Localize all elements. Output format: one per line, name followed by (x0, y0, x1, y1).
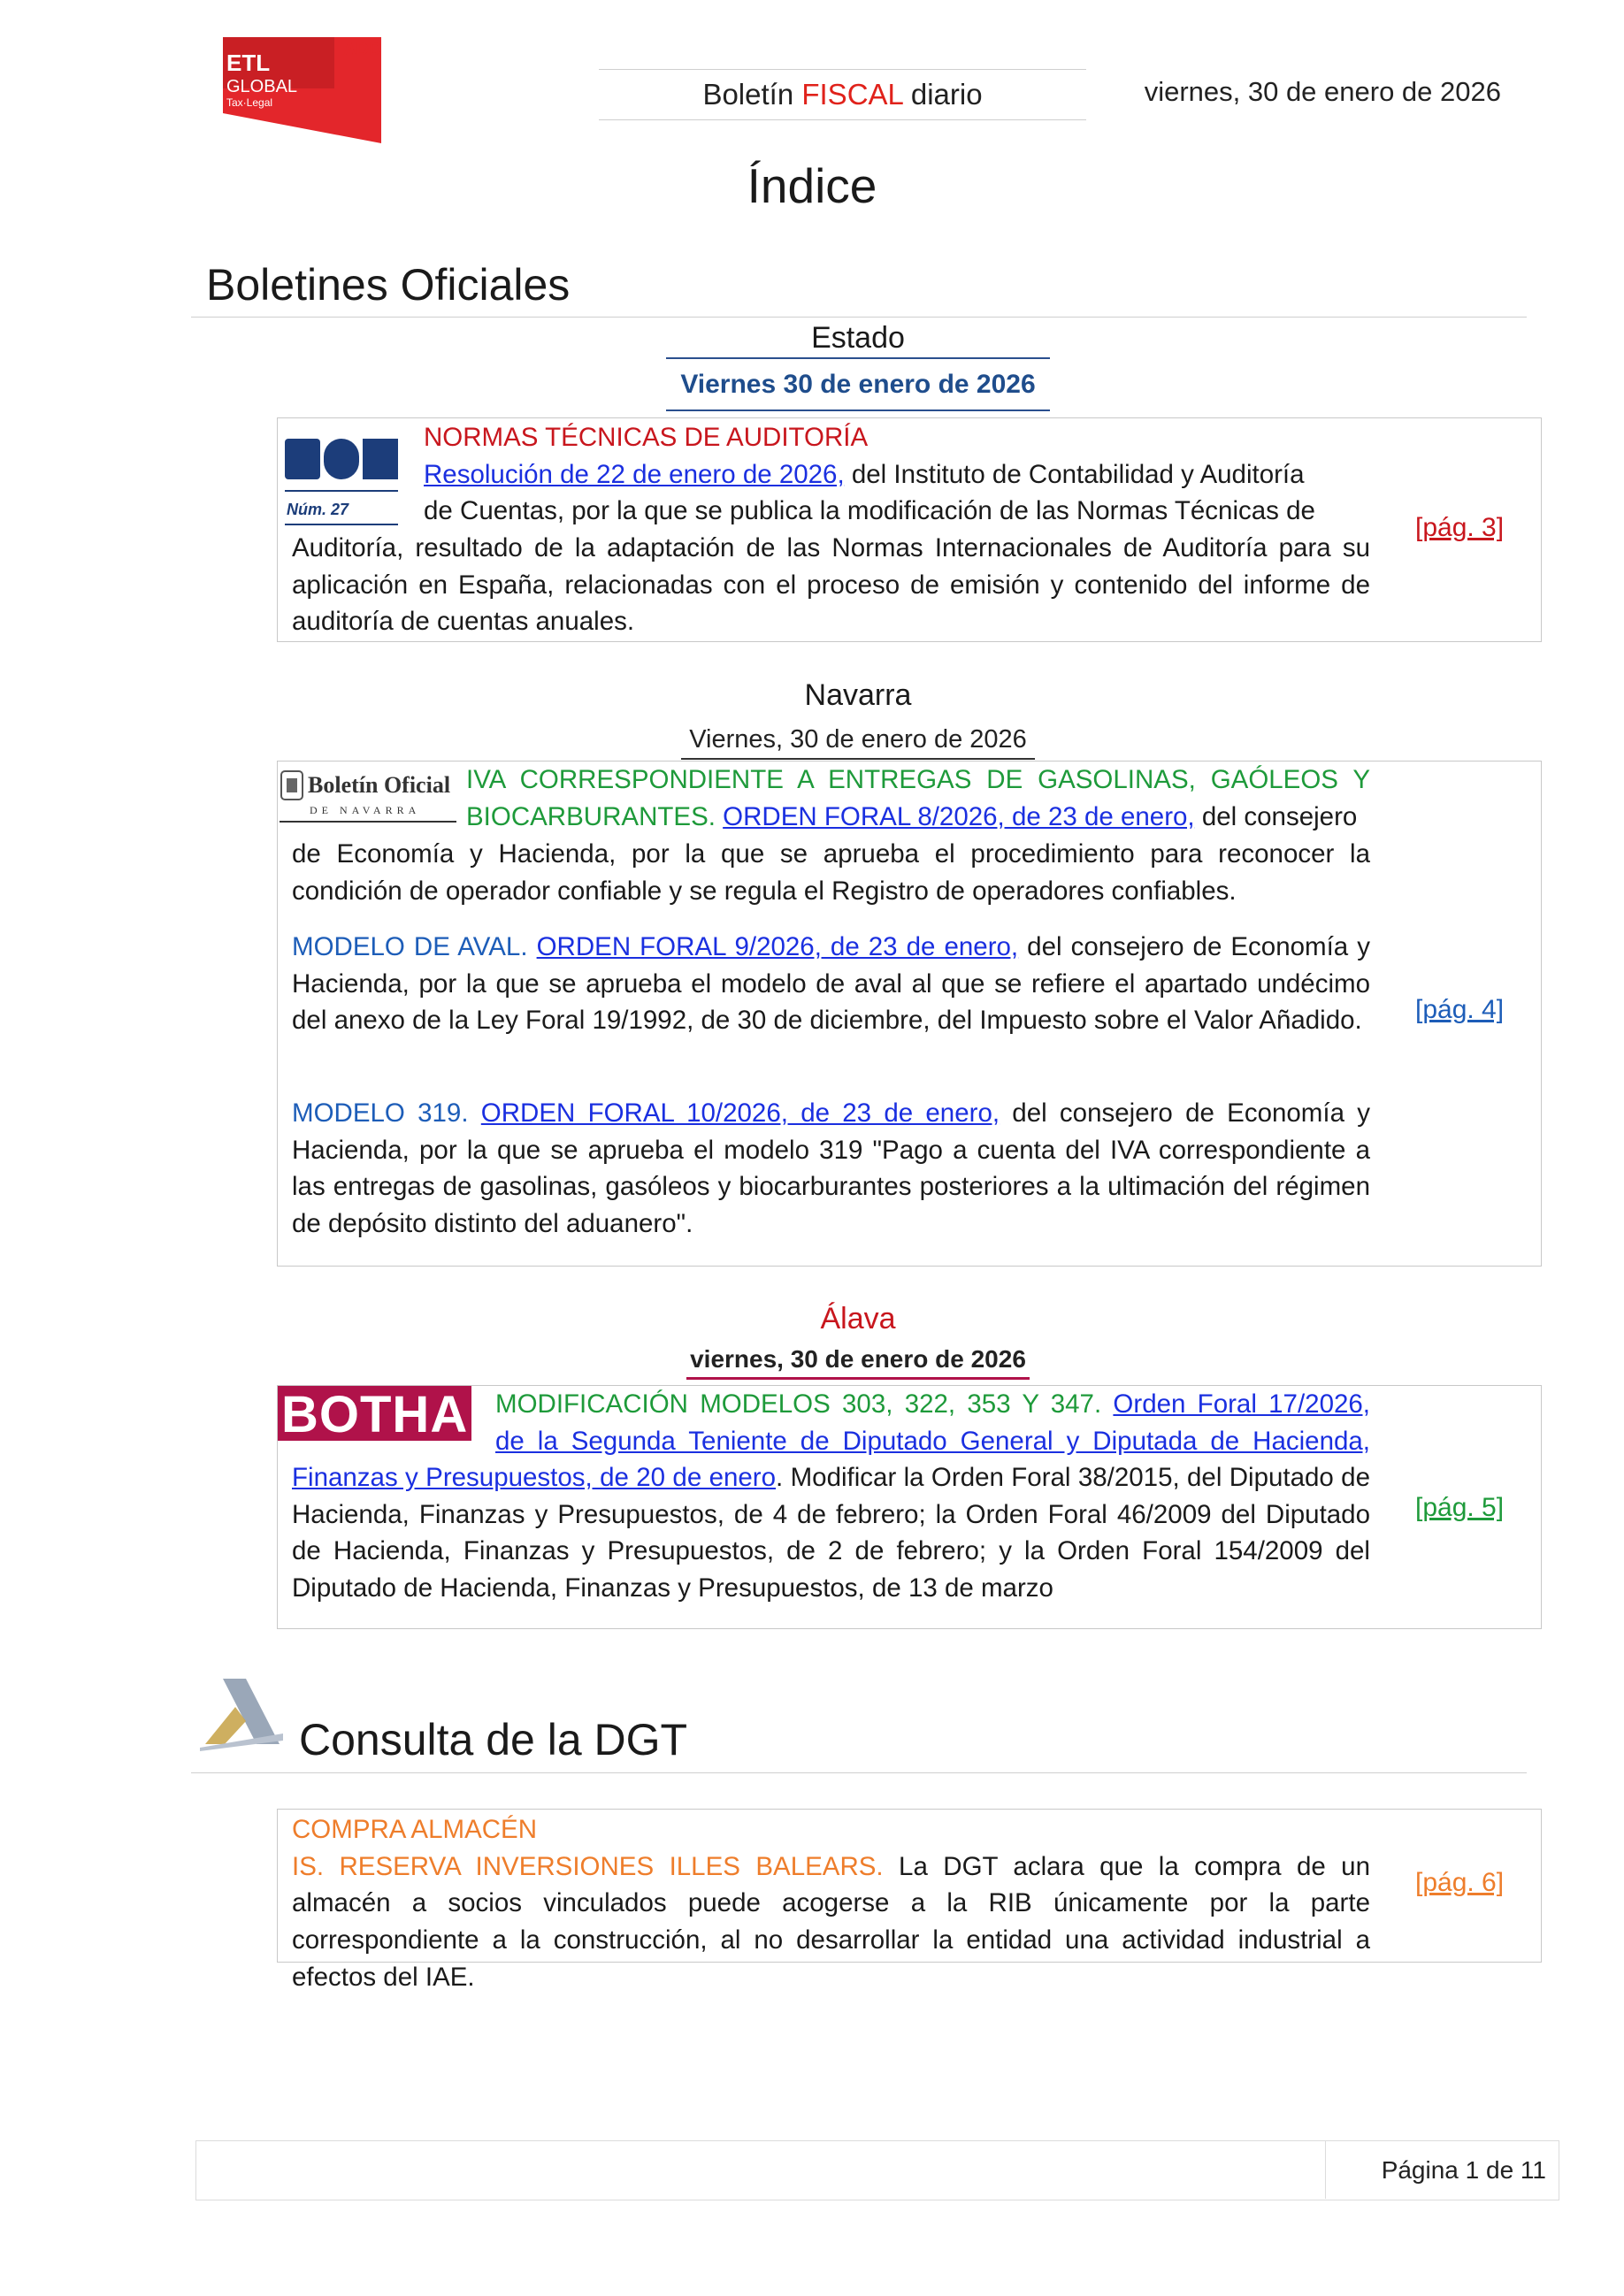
bulletin-title: Boletín FISCAL diario (599, 69, 1086, 120)
svg-text:ETL: ETL (226, 50, 271, 76)
navarra-label: Navarra (804, 678, 912, 712)
dgt-heading-1: COMPRA ALMACÉN (292, 1815, 538, 1844)
navarra-item3-heading: MODELO 319. (292, 1098, 469, 1128)
alava-page-link[interactable]: [pág. 5] (1415, 1493, 1505, 1522)
aeat-logo-icon (196, 1672, 285, 1751)
botha-logo: BOTHA (278, 1386, 471, 1441)
navarra-item1-body: de Economía y Hacienda, por la que se aprueba el procedimiento para reconocer la condición de operador confiable y se regula el Registro de operadores confiables. (292, 839, 1370, 906)
estado-resolution-link[interactable]: Resolución de 22 de enero de 2026, (424, 459, 845, 489)
navarra-orden-10-link[interactable]: ORDEN FORAL 10/2026, de 23 de enero, (480, 1098, 1000, 1128)
boe-logo (285, 433, 398, 529)
navarra-item2-heading: MODELO DE AVAL. (292, 932, 528, 961)
navarra-date-banner: Viernes, 30 de enero de 2026 (681, 721, 1035, 760)
alava-heading: MODIFICACIÓN MODELOS 303, 322, 353 Y 347. (495, 1389, 1102, 1419)
navarra-item1-heading: IVA CORRESPONDIENTE A ENTREGAS DE GASOLINAS, GAÓLEOS Y (466, 765, 1370, 794)
section-title-dgt: Consulta de la DGT (299, 1715, 688, 1764)
alava-orden-17-link-c[interactable]: Finanzas y Presupuestos, de 20 de enero (292, 1463, 777, 1492)
header-date: viernes, 30 de enero de 2026 (1144, 76, 1501, 107)
estado-label: Estado (811, 321, 905, 355)
navarra-page-link[interactable]: [pág. 4] (1415, 995, 1505, 1024)
navarra-orden-9-link[interactable]: ORDEN FORAL 9/2026, de 23 de enero, (536, 932, 1019, 961)
alava-orden-17-link-a[interactable]: Orden Foral 17/2026, (1113, 1389, 1370, 1419)
navarra-item2: MODELO DE AVAL. ORDEN FORAL 9/2026, de 23 de enero, del consejero de Economía y Hacienda, por la que se aprueba el modelo de aval al que se refiere el apartado undécimo del anexo de la Ley Foral 19/1992, de 30 de diciembre, del Impuesto sobre el Valor Añadido. (292, 932, 1370, 1036)
navarra-logo (280, 766, 456, 824)
index-title: Índice (747, 158, 877, 213)
svg-text:Núm. 27: Núm. 27 (287, 501, 349, 518)
dgt-heading-2: IS. RESERVA INVERSIONES ILLES BALEARS. (292, 1851, 884, 1881)
section-title-boletines: Boletines Oficiales (206, 260, 571, 310)
footer-separator (1325, 2140, 1326, 2199)
etl-global-logo (211, 35, 381, 143)
navarra-item3: MODELO 319. ORDEN FORAL 10/2026, de 23 de enero, del consejero de Economía y Hacienda, por la que se aprueba el modelo 319 "Pago a cuenta del IVA correspondiente a las entregas de gasolinas, gasóleos y biocarburantes posteriores a la ultimación del régimen de depósito distinto del aduanero". (292, 1098, 1370, 1239)
section-divider (191, 317, 1527, 318)
page-number: Página 1 de 11 (1381, 2156, 1546, 2184)
alava-body: Finanzas y Presupuestos, de 20 de enero. Modificar la Orden Foral 38/2015, del Diputado de Hacienda, Finanzas y Presupuestos, de 4 de febrero; la Orden Foral 46/2009 del Diputado de Hacienda, Finanzas y Presupuestos, de 2 de febrero; y la Orden Foral 154/2009 del Diputado de Hacienda, Finanzas y Presupuestos, de 13 de marzo (292, 1463, 1370, 1603)
bulletin-title-fiscal: FISCAL (801, 78, 903, 111)
estado-body: Auditoría, resultado de la adaptación de las Normas Internacionales de Auditoría para su aplicación en España, relacionadas con el proceso de emisión y contenido del informe de auditoría de cuentas anuales. (292, 533, 1370, 637)
estado-page-link[interactable]: [pág. 3] (1415, 513, 1505, 542)
svg-text:ADD: ADD (343, 40, 381, 59)
dgt-body: La DGT aclara que la compra de un almacén a socios vinculados puede acogerse a la RIB únicamente por la parte correspondiente a la construcción, al no desarrollar la entidad una actividad industrial a efectos del IAE. (292, 1851, 1370, 1992)
estado-date-banner: Viernes 30 de enero de 2026 (666, 357, 1050, 411)
alava-label: Álava (820, 1302, 896, 1336)
estado-heading: NORMAS TÉCNICAS DE AUDITORÍA (424, 423, 869, 452)
dgt-page-link[interactable]: [pág. 6] (1415, 1868, 1505, 1897)
svg-text:Tax·Legal: Tax·Legal (226, 96, 273, 109)
svg-text:Boletín Oficial: Boletín Oficial (308, 772, 451, 798)
svg-text:GLOBAL: GLOBAL (226, 77, 298, 96)
alava-date-banner: viernes, 30 de enero de 2026 (686, 1342, 1030, 1380)
section-divider-dgt (191, 1772, 1527, 1773)
navarra-orden-8-link[interactable]: ORDEN FORAL 8/2026, de 23 de enero, (723, 801, 1195, 831)
svg-text:DE NAVARRA: DE NAVARRA (310, 804, 421, 816)
alava-orden-17-link-b[interactable]: de la Segunda Teniente de Diputado General y Diputada de Hacienda, (495, 1426, 1370, 1456)
